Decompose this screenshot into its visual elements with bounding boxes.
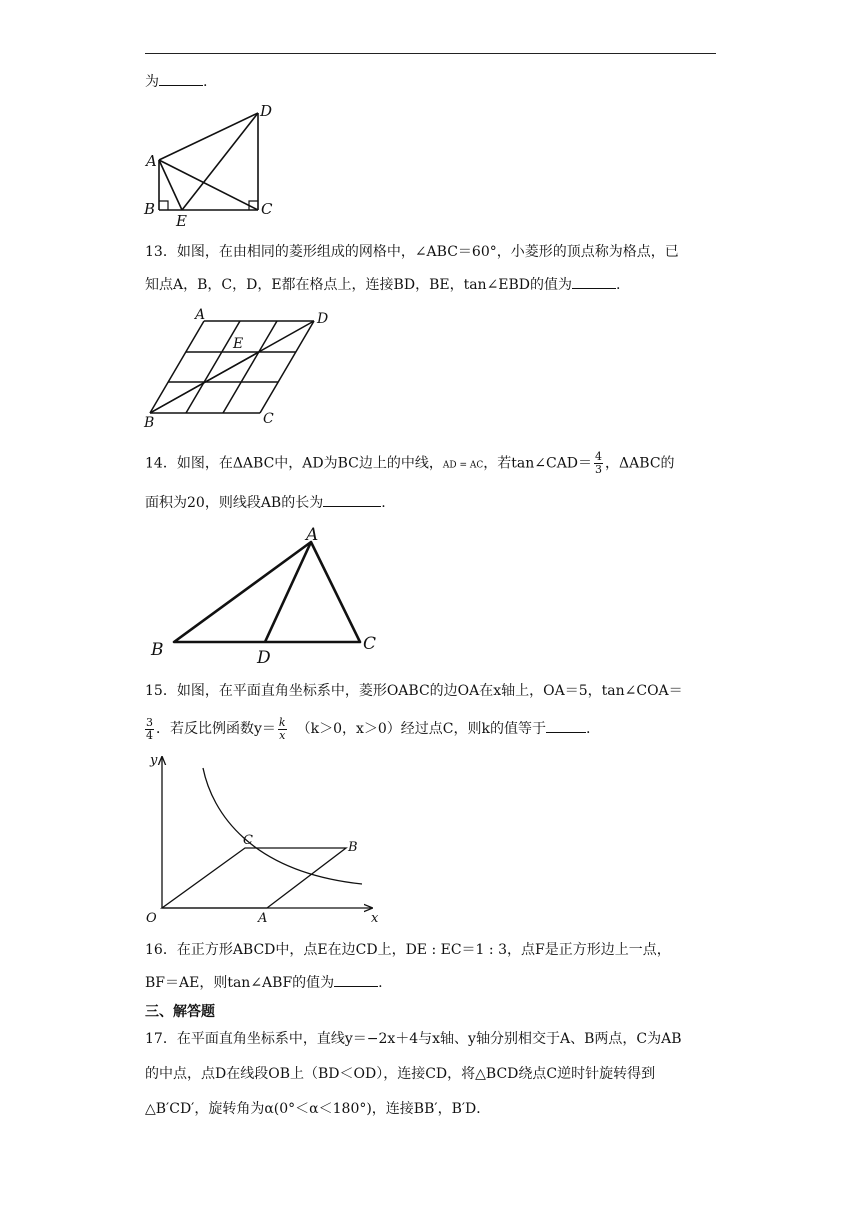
q13-line1 xyxy=(145,243,679,261)
label-x: x xyxy=(371,911,379,926)
section-heading: 三、解答题 xyxy=(145,1004,215,1020)
label-A: A xyxy=(146,152,157,170)
header-rule xyxy=(145,53,716,54)
label-C: C xyxy=(261,200,273,218)
q17-line2 xyxy=(145,1065,655,1083)
q12-tail-line xyxy=(145,73,207,91)
q16-line1 xyxy=(145,941,671,959)
q14-ad-ac: AD = AC xyxy=(442,460,484,471)
q17-text-1: 17．在平面直角坐标系中，直线y＝−2x＋4与x轴、y轴分别相交于A、B两点，C为AB xyxy=(145,1031,682,1047)
label-C: C xyxy=(263,411,274,427)
label-B: B xyxy=(144,200,156,218)
label-B: B xyxy=(151,640,164,660)
label-E: E xyxy=(233,336,244,352)
q15-text-2a: ．若反比例函数y＝ xyxy=(156,721,276,737)
triangle-ABC xyxy=(174,542,360,642)
q17-line3 xyxy=(145,1100,490,1118)
frac-num: k xyxy=(278,715,286,729)
segment-AE xyxy=(159,160,182,210)
q14-text-2: 面积为20，则线段AB的长为 xyxy=(145,495,324,511)
q17-text-3: △B′CD′，旋转角为α(0°＜α＜180°)，连接BB′，B′D． xyxy=(145,1101,491,1117)
label-D: D xyxy=(257,648,271,668)
segment-AD xyxy=(159,113,258,160)
hyperbola-curve xyxy=(203,768,362,884)
rhombus-OABC xyxy=(162,848,346,908)
label-A: A xyxy=(306,525,319,545)
fraction-k-x xyxy=(278,717,287,742)
label-A: A xyxy=(195,307,206,323)
q15-figure xyxy=(140,752,390,927)
segment-AC xyxy=(159,160,258,210)
q13-figure xyxy=(140,305,340,430)
label-D: D xyxy=(260,102,273,120)
frac-den: 4 xyxy=(146,728,153,742)
q12-period: . xyxy=(203,74,208,90)
q17-line1 xyxy=(145,1030,681,1048)
label-D: D xyxy=(317,311,329,327)
label-C: C xyxy=(363,634,377,654)
segment-AD xyxy=(265,542,311,642)
q14-text-1b: ，若tan∠CAD＝ xyxy=(483,455,593,472)
q16-text-2: BF＝AE，则tan∠ABF的值为 xyxy=(145,975,335,991)
q16-text-1: 16．在正方形ABCD中，点E在边CD上，DE : EC＝1 : 3，点F是正方形边上一点， xyxy=(145,942,671,958)
label-B: B xyxy=(348,840,358,855)
q16-line2 xyxy=(145,974,383,992)
label-A: A xyxy=(258,911,268,926)
q15-text-1: 15．如图，在平面直角坐标系中，菱形OABC的边OA在x轴上，OA＝5，tan∠COA＝ xyxy=(145,683,683,699)
q12-tail-text: 为 xyxy=(145,74,159,90)
fraction-3-4 xyxy=(145,717,154,742)
q14-text-1a: 14．如图，在ΔABC中，AD为BC边上的中线， xyxy=(145,455,443,472)
q14-line2 xyxy=(145,494,386,512)
label-y: y xyxy=(150,753,158,768)
q13-text-2: 知点A，B，C，D，E都在格点上，连接BD，BE，tan∠EBD的值为 xyxy=(145,277,573,293)
frac-num: 4 xyxy=(595,450,603,463)
label-B: B xyxy=(144,415,155,430)
q14-text-1c: ，ΔABC的 xyxy=(605,455,675,472)
q12-figure xyxy=(140,100,280,230)
q15-line2 xyxy=(145,712,590,746)
frac-den: x xyxy=(279,728,286,742)
q15-period: . xyxy=(585,721,591,737)
fraction-4-3 xyxy=(594,451,603,476)
answer-blank[interactable] xyxy=(546,732,586,733)
answer-blank[interactable] xyxy=(323,506,381,507)
segment-ED xyxy=(182,113,258,210)
q13-text-1: 13．如图，在由相同的菱形组成的网格中，∠ABC＝60°，小菱形的顶点称为格点，已 xyxy=(145,244,679,260)
answer-blank[interactable] xyxy=(159,85,203,86)
frac-den: 3 xyxy=(595,463,603,476)
q15-text-2b: （k＞0，x＞0）经过点C，则k的值等于 xyxy=(296,721,546,737)
q17-text-2: 的中点，点D在线段OB上（BD＜OD），连接CD，将△BCD绕点C逆时针旋转得到 xyxy=(145,1066,656,1082)
q14-figure xyxy=(145,525,385,670)
label-C: C xyxy=(243,833,253,848)
q13-line2 xyxy=(145,276,620,294)
q14-period: . xyxy=(381,495,386,511)
answer-blank[interactable] xyxy=(572,288,616,289)
q16-period: . xyxy=(378,975,383,991)
right-angle-B xyxy=(159,201,168,210)
q14-line1 xyxy=(145,451,675,476)
q15-line1 xyxy=(145,682,683,700)
label-O: O xyxy=(146,911,157,926)
q13-period: . xyxy=(616,277,621,293)
frac-num: 3 xyxy=(146,715,153,729)
label-E: E xyxy=(176,212,187,230)
answer-blank[interactable] xyxy=(334,986,378,987)
